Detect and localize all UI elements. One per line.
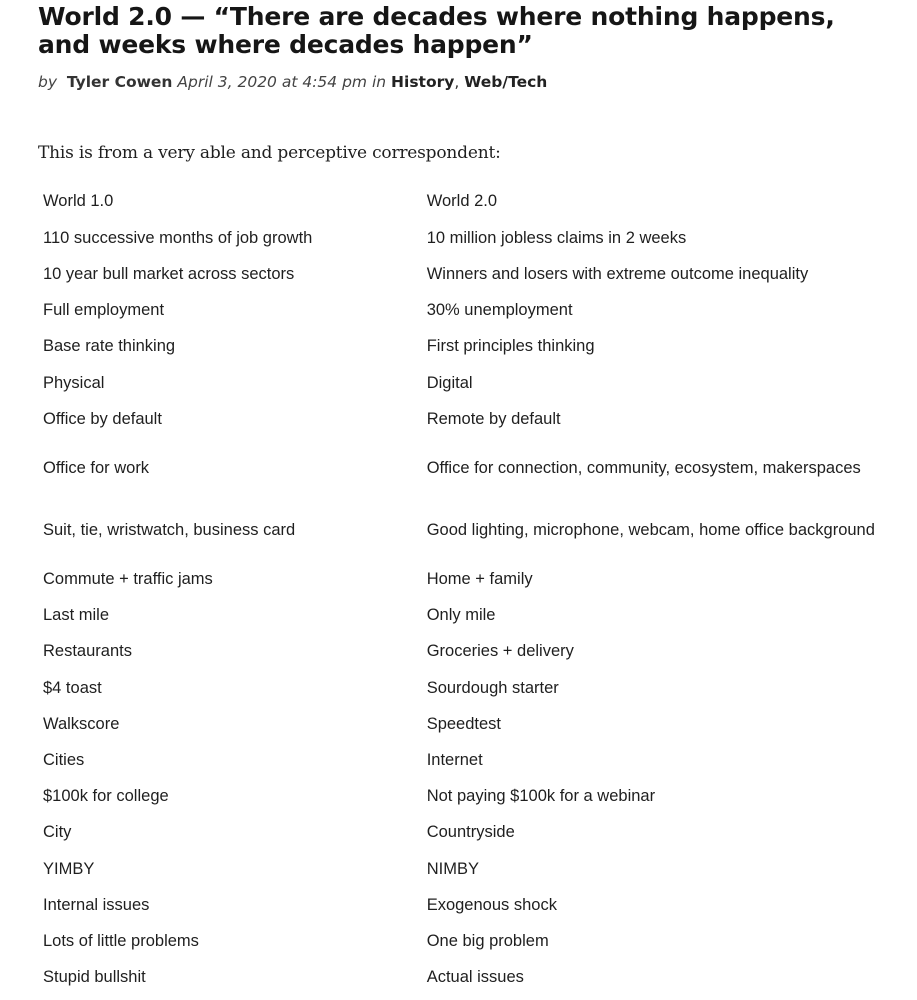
table-cell-world-2: Groceries + delivery xyxy=(426,642,574,661)
table-row xyxy=(38,184,878,220)
category-link-web-tech[interactable]: Web/Tech xyxy=(464,73,548,91)
table-row xyxy=(38,851,878,888)
table-cell-world-2: Internet xyxy=(426,751,483,770)
table-row xyxy=(38,743,878,779)
category-link-history[interactable]: History xyxy=(391,73,455,91)
table-cell-world-2: First principles thinking xyxy=(426,337,595,356)
table-row xyxy=(38,329,878,365)
table-cell-world-2: Exogenous shock xyxy=(426,896,557,915)
comparison-table-body xyxy=(38,184,878,996)
table-cell-world-1: YIMBY xyxy=(43,859,95,878)
table-cell-world-1: Office by default xyxy=(43,410,162,429)
table-cell-world-1: Base rate thinking xyxy=(43,337,176,356)
table-row xyxy=(38,438,878,500)
table-cell-world-2: NIMBY xyxy=(426,859,479,878)
table-cell-world-2: Sourdough starter xyxy=(426,678,559,697)
table-cell-world-1: $4 toast xyxy=(43,678,102,697)
table-row xyxy=(38,402,878,438)
table-row xyxy=(38,365,878,402)
table-cell-world-1: Physical xyxy=(43,373,105,392)
table-row xyxy=(38,500,878,562)
table-cell-world-2: Good lighting, microphone, webcam, home office background xyxy=(426,521,875,540)
table-cell-world-2: Speedtest xyxy=(426,715,502,734)
comparison-table xyxy=(38,184,878,996)
table-cell-world-2: 30% unemployment xyxy=(426,301,573,320)
table-cell-world-1: Internal issues xyxy=(43,896,150,915)
table-cell-world-1: Office for work xyxy=(43,459,150,478)
table-cell-world-2: One big problem xyxy=(426,932,549,951)
table-row xyxy=(38,293,878,329)
table-cell-world-2: Countryside xyxy=(426,823,515,842)
table-cell-world-2: Home + family xyxy=(426,570,533,589)
table-cell-world-2: Only mile xyxy=(426,606,496,625)
table-cell-world-2: Not paying $100k for a webinar xyxy=(426,787,656,806)
table-cell-world-2: Winners and losers with extreme outcome inequality xyxy=(426,265,809,284)
table-row xyxy=(38,598,878,634)
table-cell-world-1: Suit, tie, wristwatch, business card xyxy=(43,521,296,540)
table-cell-world-2: World 2.0 xyxy=(426,192,498,211)
table-row xyxy=(38,779,878,815)
table-row xyxy=(38,670,878,707)
table-cell-world-1: Full employment xyxy=(43,301,165,320)
table-row xyxy=(38,634,878,670)
table-cell-world-2: Actual issues xyxy=(426,968,524,987)
table-cell-world-1: 10 year bull market across sectors xyxy=(43,265,295,284)
table-row xyxy=(38,924,878,960)
meta-by-label: by xyxy=(38,73,58,91)
post-date: April 3, 2020 at 4:54 pm xyxy=(177,73,368,91)
table-cell-world-1: Last mile xyxy=(43,606,110,625)
post-meta xyxy=(38,72,878,92)
blog-post xyxy=(38,0,878,987)
table-cell-world-1: Cities xyxy=(43,751,85,770)
table-cell-world-1: $100k for college xyxy=(43,787,169,806)
table-row xyxy=(38,562,878,598)
post-intro: This is from a very able and perceptive correspondent: xyxy=(38,143,501,163)
table-cell-world-1: 110 successive months of job growth xyxy=(43,228,313,247)
table-cell-world-2: Office for connection, community, ecosystem, makerspaces xyxy=(426,459,861,478)
table-row xyxy=(38,220,878,257)
table-row xyxy=(38,815,878,851)
table-cell-world-1: Commute + traffic jams xyxy=(43,570,213,589)
post-title: World 2.0 — “There are decades where nothing happens, and weeks where decades happen” xyxy=(38,2,835,59)
table-cell-world-2: 10 million jobless claims in 2 weeks xyxy=(426,228,687,247)
meta-in-label: in xyxy=(371,73,387,91)
table-cell-world-1: Restaurants xyxy=(43,642,132,661)
table-row xyxy=(38,888,878,924)
author-name[interactable]: Tyler Cowen xyxy=(66,73,173,91)
table-cell-world-1: Walkscore xyxy=(43,715,120,734)
table-row xyxy=(38,707,878,743)
table-cell-world-2: Remote by default xyxy=(426,410,561,429)
table-cell-world-1: Stupid bullshit xyxy=(43,968,146,987)
category-separator: , xyxy=(454,73,460,91)
table-cell-world-1: Lots of little problems xyxy=(43,932,199,951)
table-row xyxy=(38,960,878,996)
table-cell-world-1: City xyxy=(43,823,72,842)
table-cell-world-1: World 1.0 xyxy=(43,192,114,211)
table-cell-world-2: Digital xyxy=(426,373,473,392)
table-row xyxy=(38,257,878,293)
